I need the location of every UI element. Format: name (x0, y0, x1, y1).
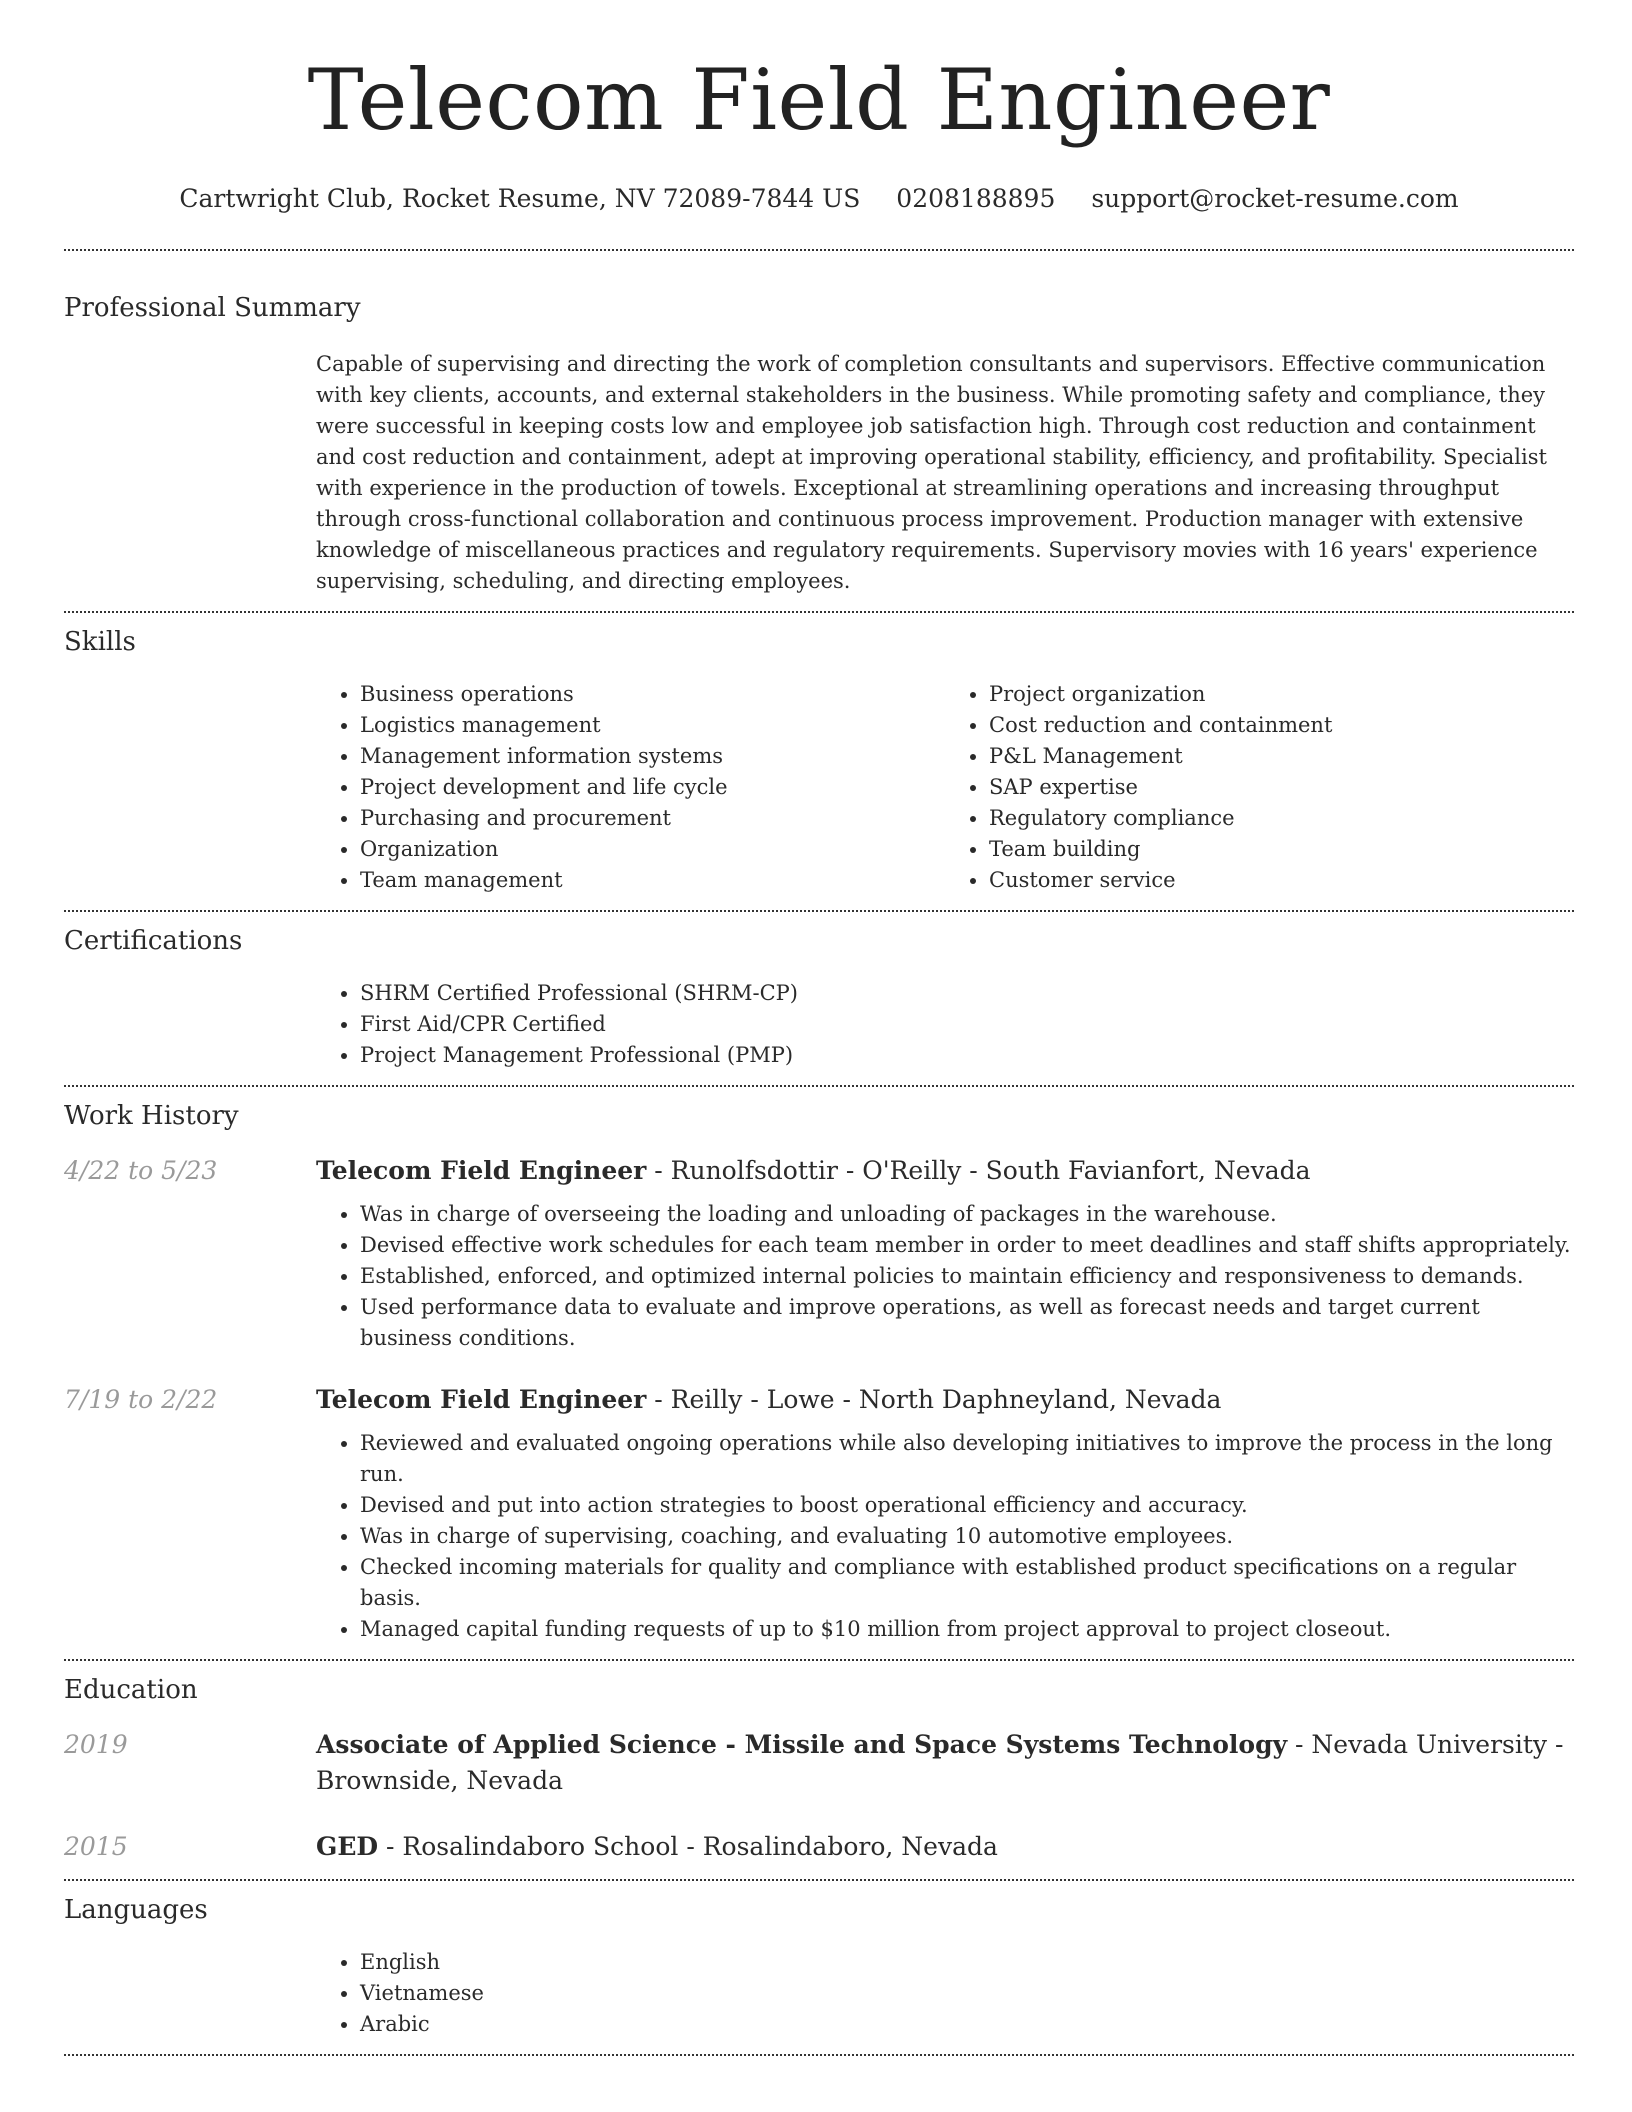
skill-item: • Purchasing and procurement (360, 803, 945, 834)
languages-content (316, 1947, 1574, 2040)
education-degree: GED (316, 1832, 379, 1861)
job-bullet: • Was in charge of supervising, coaching, and evaluating 10 automotive employees. (360, 1521, 1574, 1552)
skills-list-right (945, 679, 1574, 896)
language-item: • English (360, 1947, 1574, 1978)
education-degree: Associate of Applied Science - Missile and Space Systems Technology (316, 1730, 1288, 1759)
skill-item: • Team management (360, 865, 945, 896)
summary-section (64, 251, 1574, 597)
skill-item: • Logistics management (360, 710, 945, 741)
resume-page (64, 0, 1574, 2056)
job-bullet: • Established, enforced, and optimized internal policies to maintain efficiency and responsiveness to demands. (360, 1261, 1574, 1292)
job-title (316, 1382, 1574, 1418)
skill-item: • P&L Management (989, 741, 1574, 772)
certifications-section (64, 912, 1574, 1071)
job-bullet: • Reviewed and evaluated ongoing operations while also developing initiatives to improve the process in the long run. (360, 1428, 1574, 1490)
job-details: - Runolfsdottir - O'Reilly - South Favianfort, Nevada (646, 1156, 1311, 1185)
job-role: Telecom Field Engineer (316, 1156, 647, 1185)
language-item: • Vietnamese (360, 1978, 1574, 2009)
skill-item: • Business operations (360, 679, 945, 710)
job-bullet: • Checked incoming materials for quality and compliance with established product specifications on a regular basis. (360, 1552, 1574, 1614)
contact-line (64, 184, 1574, 213)
section-title: Education (64, 1675, 198, 1705)
job-bullet: • Devised and put into action strategies to boost operational efficiency and accuracy. (360, 1490, 1574, 1521)
education-details: - Rosalindaboro School - Rosalindaboro, Nevada (378, 1832, 998, 1861)
skills-section (64, 613, 1574, 896)
certification-item: • SHRM Certified Professional (SHRM-CP) (360, 978, 1574, 1009)
job-entry (64, 1153, 1574, 1354)
certification-item: • First Aid/CPR Certified (360, 1009, 1574, 1040)
job-bullet: • Used performance data to evaluate and improve operations, as well as forecast needs and target current business conditions. (360, 1292, 1574, 1354)
skill-item: • Project organization (989, 679, 1574, 710)
certifications-list (316, 978, 1574, 1071)
education-year: 2019 (64, 1730, 128, 1759)
section-title: Languages (64, 1895, 208, 1925)
skill-item: • Management information systems (360, 741, 945, 772)
certification-item: • Project Management Professional (PMP) (360, 1040, 1574, 1071)
section-title: Skills (64, 627, 136, 657)
candidate-name: Telecom Field Engineer (307, 51, 1331, 149)
skill-item: • Project development and life cycle (360, 772, 945, 803)
job-bullets (316, 1428, 1574, 1645)
skill-item: • Regulatory compliance (989, 803, 1574, 834)
education-title (316, 1829, 1574, 1865)
work-history-section (64, 1087, 1574, 1645)
skills-columns (316, 679, 1574, 896)
job-entry (64, 1382, 1574, 1645)
education-entry (64, 1727, 1574, 1799)
section-title: Certifications (64, 926, 243, 956)
contact-email: support@rocket-resume.com (1091, 184, 1459, 213)
job-details: - Reilly - Lowe - North Daphneyland, Nevada (646, 1385, 1222, 1414)
education-section (64, 1661, 1574, 1865)
section-title: Professional Summary (64, 293, 361, 323)
section-title: Work History (64, 1101, 239, 1131)
skills-list-left (316, 679, 945, 896)
job-dates: 4/22 to 5/23 (64, 1156, 218, 1185)
job-body (316, 1382, 1574, 1645)
skill-item: • Organization (360, 834, 945, 865)
job-bullets (316, 1199, 1574, 1354)
languages-section (64, 1881, 1574, 2040)
skill-item: • Team building (989, 834, 1574, 865)
education-entry (64, 1829, 1574, 1865)
job-bullet: • Managed capital funding requests of up to $10 million from project approval to project closeout. (360, 1614, 1574, 1645)
job-bullet: • Was in charge of overseeing the loading and unloading of packages in the warehouse. (360, 1199, 1574, 1230)
certifications-content (316, 978, 1574, 1071)
skill-item: • SAP expertise (989, 772, 1574, 803)
job-title (316, 1153, 1574, 1189)
languages-list (316, 1947, 1574, 2040)
job-dates: 7/19 to 2/22 (64, 1385, 218, 1414)
language-item: • Arabic (360, 2009, 1574, 2040)
contact-phone: 0208188895 (896, 184, 1056, 213)
contact-address: Cartwright Club, Rocket Resume, NV 72089-7844 US (179, 184, 861, 213)
job-bullet: • Devised effective work schedules for each team member in order to meet deadlines and staff shifts appropriately. (360, 1230, 1574, 1261)
education-details: - Nevada University - Brownside, Nevada (316, 1730, 1564, 1795)
job-body (316, 1153, 1574, 1354)
education-year: 2015 (64, 1832, 128, 1861)
job-role: Telecom Field Engineer (316, 1385, 647, 1414)
divider (64, 2054, 1574, 2056)
skill-item: • Cost reduction and containment (989, 710, 1574, 741)
skill-item: • Customer service (989, 865, 1574, 896)
summary-text: Capable of supervising and directing the work of completion consultants and supervisors. Effective communication with key clients, accounts, and external stakeholders in the business. While promoting safety and compliance, they were successful in keeping costs low and employee job satisfaction high. Through cost reduction and containment and cost reduction and containment, adept at improving operational stability, efficiency, and profitability. Specialist with experience in the production of towels. Exceptional at streamlining operations and increasing throughput through cross-functional collaboration and continuous process improvement. Production manager with extensive knowledge of miscellaneous practices and regulatory requirements. Supervisory movies with 16 years' experience supervising, scheduling, and directing employees. (316, 352, 1547, 593)
education-title (316, 1727, 1574, 1799)
